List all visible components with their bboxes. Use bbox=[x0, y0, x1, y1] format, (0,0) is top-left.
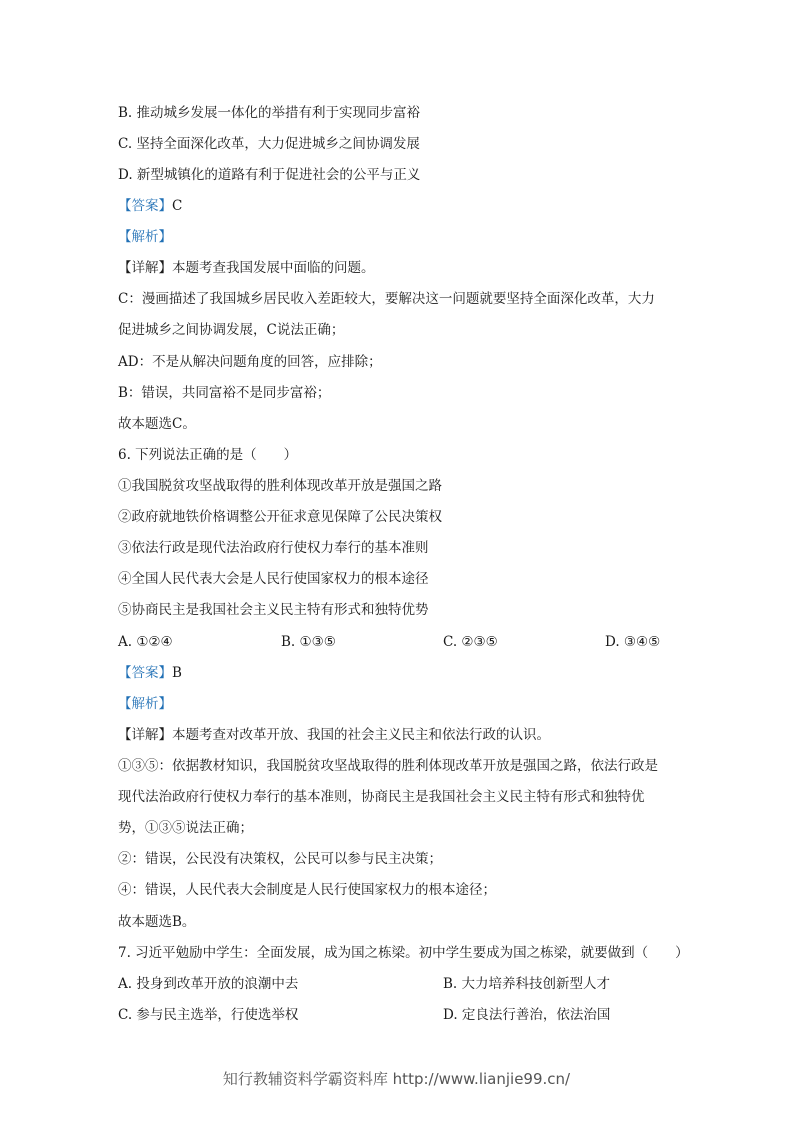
q6-explanation-line: ②：错误，公民没有决策权，公民可以参与民主决策； bbox=[118, 851, 442, 867]
q7-option-b: B. 大力培养科技创新型人才 bbox=[443, 976, 611, 992]
q7-option-c: C. 参与民主选举，行使选举权 bbox=[118, 1007, 299, 1023]
q6-option-a: A. ①②④ bbox=[118, 634, 173, 650]
q5-explanation-line: B：错误，共同富裕不是同步富裕； bbox=[118, 385, 331, 401]
q5-explanation-line: AD：不是从解决问题角度的回答，应排除； bbox=[118, 354, 382, 370]
q7-option-a: A. 投身到改革开放的浪潮中去 bbox=[118, 976, 299, 992]
q6-option-b: B. ①③⑤ bbox=[281, 634, 336, 650]
q5-explanation-line: 促进城乡之间协调发展，C说法正确； bbox=[118, 322, 345, 338]
answer-value: C bbox=[172, 198, 183, 214]
q7-stem: 7. 习近平勉励中学生：全面发展，成为国之栋梁。初中学生要成为国之栋梁，就要做到（ ） bbox=[118, 945, 689, 961]
q6-explanation-line: ①③⑤：依据教材知识，我国脱贫攻坚战取得的胜利体现改革开放是强国之路，依法行政是 bbox=[118, 758, 658, 774]
q6-explanation-line: ④：错误，人民代表大会制度是人民行使国家权力的根本途径； bbox=[118, 882, 496, 898]
q6-analysis-tag: 【解析】 bbox=[118, 696, 172, 712]
answer-tag: 【答案】 bbox=[118, 665, 172, 681]
q6-answer bbox=[118, 663, 681, 683]
q5-conclusion: 故本题选C。 bbox=[118, 416, 196, 432]
q6-detail: 【详解】本题考查对改革开放、我国的社会主义民主和依法行政的认识。 bbox=[118, 727, 550, 743]
q6-conclusion: 故本题选B。 bbox=[118, 914, 196, 930]
q5-explanation-line: C：漫画描述了我国城乡居民收入差距较大，要解决这一问题就要坚持全面深化改革，大力 bbox=[118, 291, 655, 307]
q6-explanation-line: 现代法治政府行使权力奉行的基本准则，协商民主是我国社会主义民主特有形式和独特优 bbox=[118, 789, 645, 805]
q5-detail: 【详解】本题考查我国发展中面临的问题。 bbox=[118, 260, 375, 276]
page-footer: 知行教辅资料学霸资料库 http://www.lianjie99.cn/ bbox=[222, 1070, 571, 1088]
q6-option-d: D. ③④⑤ bbox=[605, 634, 661, 650]
q6-statement: ③依法行政是现代法治政府行使权力奉行的基本准则 bbox=[118, 540, 429, 556]
q5-analysis-tag: 【解析】 bbox=[118, 229, 172, 245]
q6-stem: 6. 下列说法正确的是（ ） bbox=[118, 447, 298, 463]
q6-statement: ④全国人民代表大会是人民行使国家权力的根本途径 bbox=[118, 571, 429, 587]
q5-answer bbox=[118, 196, 681, 216]
q6-option-c: C. ②③⑤ bbox=[443, 634, 498, 650]
q5-option-b: B. 推动城乡发展一体化的举措有利于实现同步富裕 bbox=[118, 105, 421, 121]
answer-tag: 【答案】 bbox=[118, 198, 172, 214]
q6-statement: ⑤协商民主是我国社会主义民主特有形式和独特优势 bbox=[118, 602, 429, 618]
q7-option-d: D. 定良法行善治，依法治国 bbox=[443, 1007, 611, 1023]
answer-value: B bbox=[172, 665, 182, 681]
q6-statement: ②政府就地铁价格调整公开征求意见保障了公民决策权 bbox=[118, 509, 442, 525]
q6-explanation-line: 势，①③⑤说法正确； bbox=[118, 820, 253, 836]
q5-option-d: D. 新型城镇化的道路有利于促进社会的公平与正义 bbox=[118, 167, 421, 183]
q5-option-c: C. 坚持全面深化改革，大力促进城乡之间协调发展 bbox=[118, 136, 420, 152]
q6-statement: ①我国脱贫攻坚战取得的胜利体现改革开放是强国之路 bbox=[118, 478, 442, 494]
